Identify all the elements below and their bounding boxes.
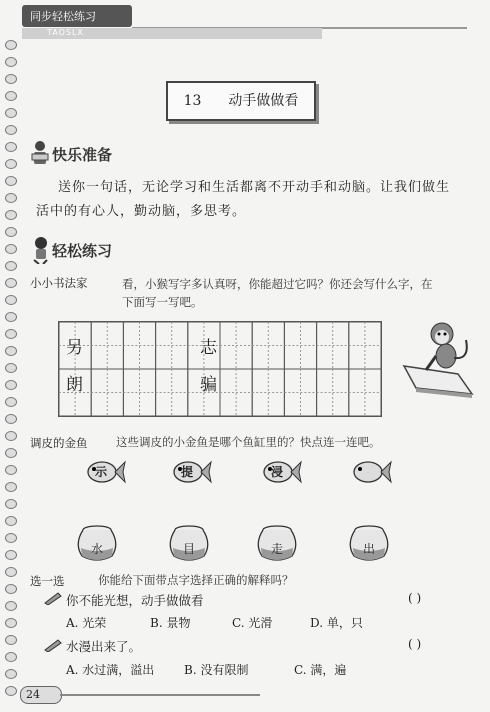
goldfish-char-1: 示: [95, 465, 108, 479]
spiral-ring: [5, 516, 17, 526]
spiral-ring: [5, 142, 17, 152]
page-number: 24: [26, 688, 40, 701]
intro-paragraph-line2: 活中的有心人，勤动脑，多思考。: [36, 204, 247, 219]
lesson-title-box: [166, 81, 316, 121]
goldfish-char-2: 提: [181, 465, 194, 479]
spiral-ring: [5, 499, 17, 509]
fish-bowl-4[interactable]: [344, 524, 394, 564]
spiral-ring: [5, 567, 17, 577]
kid-reading-icon: [30, 140, 50, 164]
kid-practice-icon: [30, 236, 50, 262]
q3-1-option-b[interactable]: B. 景物: [150, 616, 191, 630]
spiral-ring: [5, 159, 17, 169]
spiral-binding: [2, 0, 18, 712]
grid-char-2: 志: [200, 338, 217, 358]
spiral-ring: [5, 312, 17, 322]
intro-paragraph-line1: 送你一句话，无论学习和生活都离不开动手和动脑。让我们做生: [58, 180, 451, 195]
spiral-ring: [5, 601, 17, 611]
spiral-ring: [5, 414, 17, 424]
header-strip: TAOSLX: [22, 28, 322, 39]
fish-bowl-char: 出: [362, 542, 375, 556]
spiral-ring: [5, 618, 17, 628]
spiral-ring: [5, 295, 17, 305]
spiral-ring: [5, 40, 17, 50]
q3-2-option-c[interactable]: C. 满，遍: [294, 663, 347, 677]
goldfish-char-3: 浸: [271, 465, 284, 479]
section-heading-practice: 轻松练习: [52, 242, 113, 260]
spiral-ring: [5, 227, 17, 237]
header-badge: [22, 5, 132, 27]
spiral-ring: [5, 125, 17, 135]
lesson-title: 动手做做看: [228, 93, 299, 109]
spiral-ring: [5, 108, 17, 118]
lesson-number: 13: [183, 93, 202, 109]
monkey-writing-illustration: [398, 318, 480, 402]
section-heading-prepare: 快乐准备: [52, 146, 113, 164]
spiral-ring: [5, 193, 17, 203]
spiral-ring: [5, 57, 17, 67]
pencil-icon-2: [44, 637, 62, 656]
spiral-ring: [5, 533, 17, 543]
q3-sentence-2: 水漫出来了。: [66, 639, 142, 654]
q3-label: 选一选: [30, 574, 65, 588]
spiral-ring: [5, 278, 17, 288]
spiral-ring: [5, 550, 17, 560]
header-badge-text: 同步轻松练习: [30, 10, 96, 23]
spiral-ring: [5, 465, 17, 475]
spiral-ring: [5, 482, 17, 492]
fish-bowl-char: 水: [90, 542, 103, 556]
spiral-ring: [5, 380, 17, 390]
q3-1-option-c[interactable]: C. 光滑: [232, 616, 273, 630]
q1-text-line2: 下面写一写吧。: [122, 295, 203, 309]
q3-sentence-1: 你不能光想，动手做做看: [66, 593, 204, 608]
spiral-ring: [5, 176, 17, 186]
spiral-ring: [5, 397, 17, 407]
footer-rule: [60, 694, 260, 696]
spiral-ring: [5, 329, 17, 339]
goldfish-4[interactable]: [348, 456, 392, 488]
fish-bowl-char: 目: [182, 542, 195, 556]
fish-bowl-1[interactable]: [72, 524, 122, 564]
q2-label: 调皮的金鱼: [30, 436, 88, 450]
grid-char-3: 朗: [66, 375, 83, 395]
spiral-ring: [5, 74, 17, 84]
spiral-ring: [5, 261, 17, 271]
fish-bowl-3[interactable]: [252, 524, 302, 564]
grid-char-4: 骗: [200, 375, 217, 395]
q1-label: 小小书法家: [30, 276, 88, 290]
q1-text-line1: 看，小猴写字多认真呀，你能超过它吗？你还会写什么字，在: [122, 277, 433, 291]
spiral-ring: [5, 669, 17, 679]
spiral-ring: [5, 363, 17, 373]
fish-bowl-2[interactable]: [164, 524, 214, 564]
spiral-ring: [5, 652, 17, 662]
spiral-ring: [5, 210, 17, 220]
pencil-icon-1: [44, 590, 62, 609]
spiral-ring: [5, 584, 17, 594]
spiral-ring: [5, 686, 17, 696]
q3-text: 你能给下面带点字选择正确的解释吗？: [98, 573, 294, 587]
spiral-ring: [5, 448, 17, 458]
q3-1-option-d[interactable]: D. 单，只: [310, 616, 363, 630]
q3-1-option-a[interactable]: A. 光荣: [66, 616, 107, 630]
q2-text: 这些调皮的小金鱼是哪个鱼缸里的？快点连一连吧。: [116, 435, 381, 449]
spiral-ring: [5, 635, 17, 645]
spiral-ring: [5, 431, 17, 441]
spiral-ring: [5, 244, 17, 254]
spiral-ring: [5, 91, 17, 101]
q3-2-option-b[interactable]: B. 没有限制: [184, 663, 249, 677]
q3-2-option-a[interactable]: A. 水过满，溢出: [66, 663, 155, 677]
grid-char-1: 另: [66, 338, 83, 358]
fish-bowl-char: 走: [270, 542, 283, 556]
calligraphy-grid[interactable]: [58, 321, 382, 417]
q3-answer-paren-1[interactable]: ( ): [408, 591, 422, 605]
spiral-ring: [5, 346, 17, 356]
q3-answer-paren-2[interactable]: ( ): [408, 637, 422, 651]
